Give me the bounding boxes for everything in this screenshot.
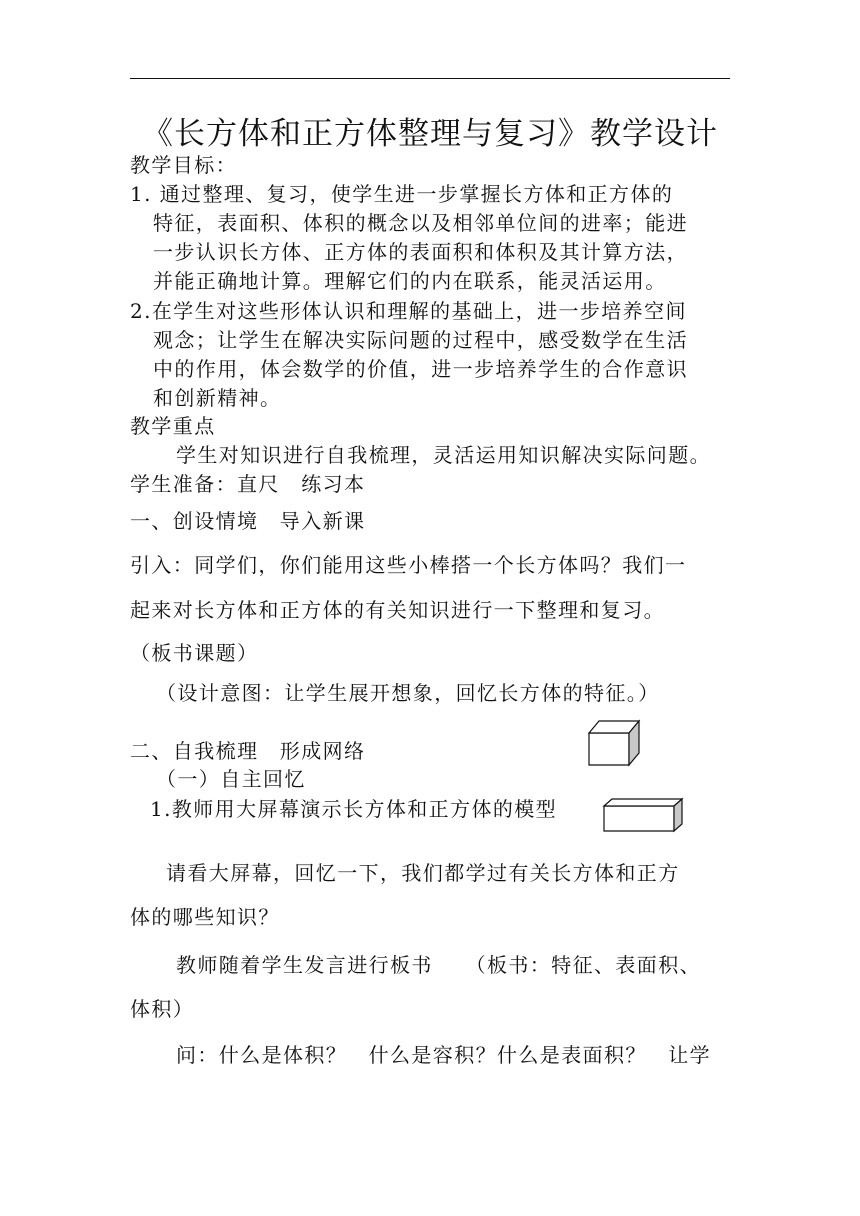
objective-2-line-3: 中的作用，体会数学的价值，进一步培养学生的合作意识 (153, 357, 688, 381)
intro-line-1: 引入：同学们，你们能用这些小棒搭一个长方体吗？我们一 (130, 553, 687, 577)
paragraph-1-line-1: 请看大屏幕，回忆一下，我们都学过有关长方体和正方 (166, 861, 680, 885)
objective-2-line-4: 和创新精神。 (153, 386, 282, 410)
paragraph-1-line-2: 体的哪些知识？ (130, 905, 280, 929)
document-title: 《长方体和正方体整理与复习》教学设计 (142, 116, 718, 152)
subsection-1-heading: （一）自主回忆 (156, 767, 306, 791)
cube-icon (586, 718, 644, 768)
preparation-line: 学生准备：直尺 练习本 (130, 472, 366, 496)
header-rule (130, 78, 730, 79)
objective-1-line-1: 1. 通过整理、复习，使学生进一步掌握长方体和正方体的 (130, 182, 674, 206)
cuboid-icon (602, 796, 686, 834)
paragraph-3-line-1: 问：什么是体积？ 什么是容积？什么是表面积？ 让学 (176, 1043, 711, 1067)
paragraph-2-line-1: 教师随着学生发言进行板书 （板书：特征、表面积、 (176, 953, 701, 977)
section-2-heading: 二、自我梳理 形成网络 (130, 739, 366, 763)
board-title-note: （板书课题） (130, 641, 259, 665)
objectives-heading: 教学目标： (130, 153, 237, 177)
item-1-text: 1.教师用大屏幕演示长方体和正方体的模型 (150, 797, 558, 821)
key-points-heading: 教学重点 (130, 414, 216, 438)
objective-1-line-4: 并能正确地计算。理解它们的内在联系，能灵活运用。 (153, 269, 667, 293)
objective-1-line-2: 特征，表面积、体积的概念以及相邻单位间的进率；能进 (153, 211, 688, 235)
paragraph-2-line-2: 体积） (130, 997, 195, 1021)
objective-2-line-2: 观念；让学生在解决实际问题的过程中，感受数学在生活 (153, 328, 688, 352)
section-1-heading: 一、创设情境 导入新课 (130, 509, 366, 533)
objective-1-line-3: 一步认识长方体、正方体的表面积和体积及其计算方法， (153, 240, 688, 264)
objective-2-line-1: 2.在学生对这些形体认识和理解的基础上，进一步培养空间 (130, 299, 687, 323)
key-points-text: 学生对知识进行自我梳理，灵活运用知识解决实际问题。 (176, 443, 711, 467)
intro-line-2: 起来对长方体和正方体的有关知识进行一下整理和复习。 (130, 598, 665, 622)
design-intent-note: （设计意图：让学生展开想象，回忆长方体的特征。） (156, 681, 660, 705)
